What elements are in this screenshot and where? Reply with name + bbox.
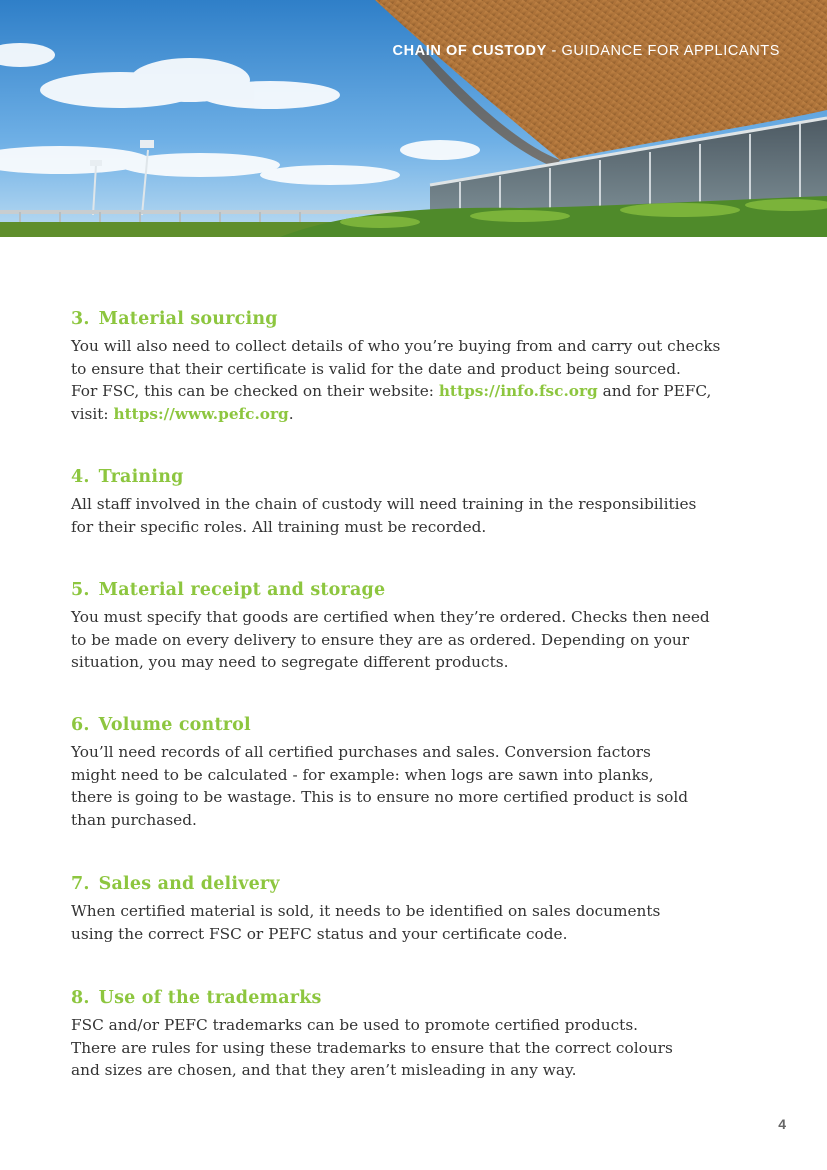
section-body	[71, 900, 761, 945]
body-line: When certified material is sold, it needs to be identified on sales documents	[71, 902, 661, 920]
section-heading	[71, 309, 761, 329]
section-number: 6.	[71, 715, 90, 735]
section-sales-delivery	[71, 874, 761, 945]
section-title: Material receipt and storage	[98, 580, 386, 600]
body-line: There are rules for using these trademarks to ensure that the correct colours	[71, 1038, 673, 1057]
section-training	[71, 467, 761, 538]
section-heading	[71, 715, 761, 735]
header-title-bold: CHAIN OF CUSTODY	[392, 43, 547, 59]
section-material-receipt	[71, 580, 761, 674]
body-line: and sizes are chosen, and that they aren’t misleading in any way.	[71, 1061, 577, 1079]
section-volume-control	[71, 715, 761, 831]
body-line: .	[288, 404, 294, 423]
body-line: than purchased.	[71, 810, 197, 829]
section-material-sourcing	[71, 309, 761, 425]
body-line: All staff involved in the chain of custody will need training in the responsibilities	[71, 495, 697, 513]
body-line: You will also need to collect details of who you’re buying from and carry out checks	[71, 337, 721, 355]
page-number: 4	[778, 1116, 786, 1132]
section-title: Volume control	[98, 715, 251, 735]
section-title: Training	[98, 467, 184, 487]
velodrome-photo	[0, 0, 827, 237]
body-line: to be made on every delivery to ensure they are as ordered. Depending on your	[71, 630, 690, 649]
pefc-link[interactable]: https://www.pefc.org	[113, 404, 289, 423]
section-body	[71, 493, 761, 538]
section-body	[71, 1014, 761, 1082]
section-number: 7.	[71, 874, 90, 894]
header-title-rest: - GUIDANCE FOR APPLICANTS	[546, 43, 780, 59]
section-heading	[71, 580, 761, 600]
body-line: and for PEFC,	[597, 382, 712, 400]
section-number: 3.	[71, 309, 90, 329]
section-body	[71, 741, 761, 831]
body-line: for their specific roles. All training must be recorded.	[71, 517, 487, 536]
section-number: 8.	[71, 988, 90, 1008]
body-line: to ensure that their certificate is valid for the date and product being sourced.	[71, 359, 681, 378]
body-line: might need to be calculated - for example: when logs are sawn into planks,	[71, 765, 654, 784]
body-line: using the correct FSC or PEFC status and your certificate code.	[71, 924, 568, 943]
hero-photo	[0, 0, 827, 237]
section-trademarks	[71, 988, 761, 1082]
section-heading	[71, 874, 761, 894]
body-line: FSC and/or PEFC trademarks can be used to promote certified products.	[71, 1016, 639, 1034]
section-title: Material sourcing	[98, 309, 278, 329]
section-title: Use of the trademarks	[98, 988, 322, 1008]
section-number: 5.	[71, 580, 90, 600]
body-line: You must specify that goods are certified when they’re ordered. Checks then need	[71, 608, 710, 626]
section-body	[71, 606, 761, 674]
section-heading	[71, 988, 761, 1008]
body-line: For FSC, this can be checked on their website:	[71, 382, 439, 400]
section-body	[71, 335, 761, 425]
document-header	[393, 43, 780, 59]
body-line: You’ll need records of all certified purchases and sales. Conversion factors	[71, 743, 651, 761]
body-line: visit:	[71, 404, 114, 423]
section-title: Sales and delivery	[98, 874, 280, 894]
body-line: situation, you may need to segregate different products.	[71, 653, 509, 671]
section-number: 4.	[71, 467, 90, 487]
fsc-link[interactable]: https://info.fsc.org	[438, 382, 598, 400]
body-line: there is going to be wastage. This is to ensure no more certified product is sold	[71, 788, 689, 806]
section-heading	[71, 467, 761, 487]
